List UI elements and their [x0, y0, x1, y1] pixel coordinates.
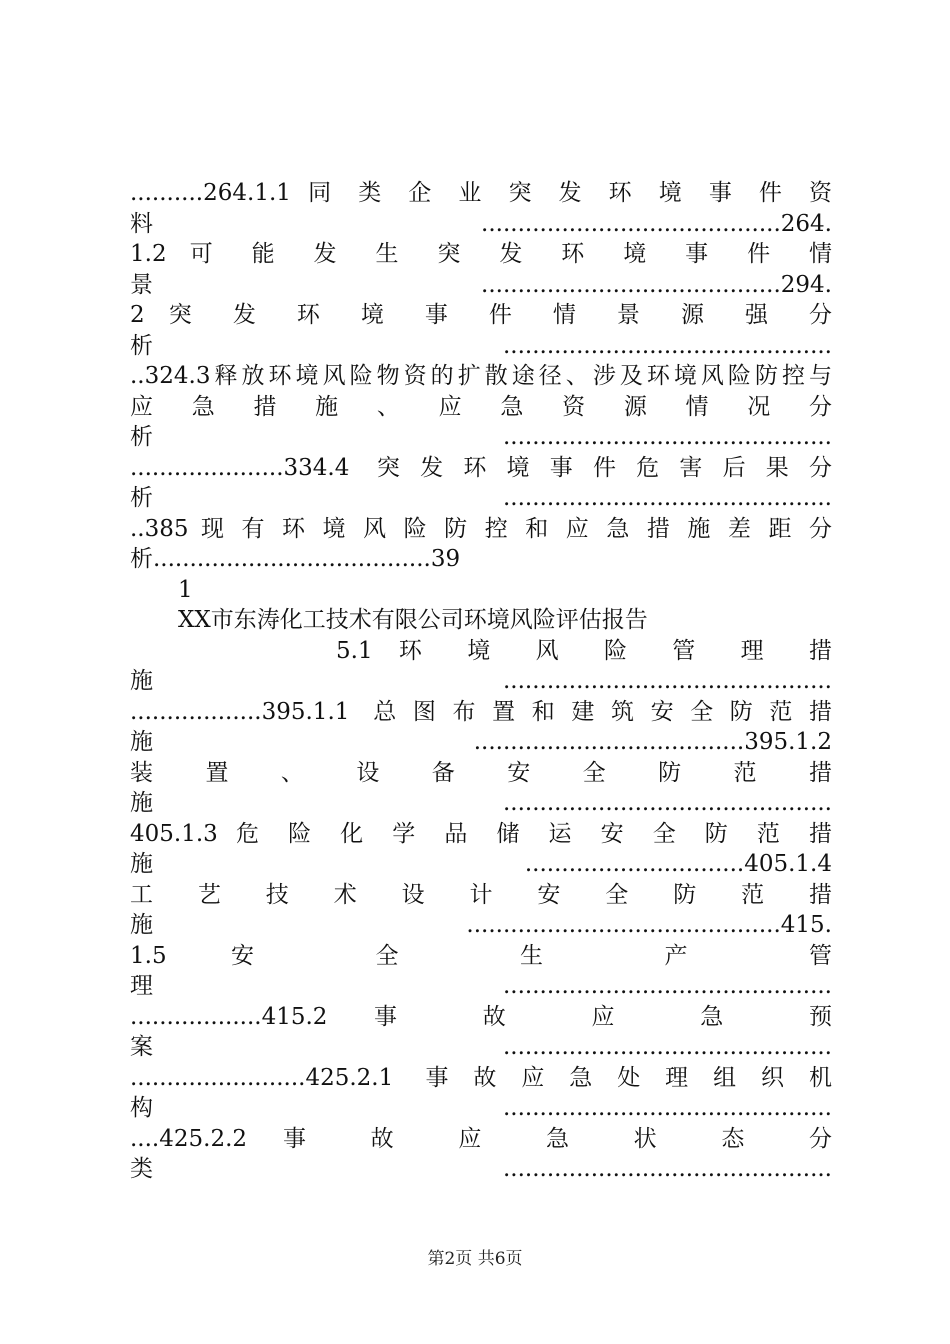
report-title: XX市东涛化工技术有限公司环境风险评估报告	[178, 607, 648, 633]
toc-line: 工 艺 技 术 设 计 安 全 防 范 措	[130, 881, 832, 908]
toc-line: 1.2 可 能 发 生 突 发 环 境 事 件 情	[130, 241, 832, 267]
toc-line: 405.1.3 危 险 化 学 品 储 运 安 全 防 范 措	[130, 820, 832, 847]
toc-line: 应 急 措 施 、 应 急 资 源 情 况 分	[130, 393, 832, 420]
toc-line: 构.............................................	[130, 1095, 832, 1121]
toc-line: ..................395.1.1 总图布置和建筑安全防范措	[130, 698, 832, 725]
toc-line: ..........264.1.1 同 类 企 业 突 发 环 境 事 件 资	[130, 180, 832, 206]
toc-line: 析.............................................	[130, 424, 832, 450]
toc-line: 1.5 安 全 生 产 管	[130, 942, 832, 969]
toc-line: 施 ..............................405.1.4	[130, 851, 832, 877]
toc-line: 案.............................................	[130, 1034, 832, 1060]
toc-line: 施.............................................	[130, 790, 832, 816]
toc-line: 施 .....................................395.1.2	[130, 729, 832, 755]
toc-line: 装 置 、 设 备 安 全 防 范 措	[130, 759, 832, 786]
toc-line: 施.............................................	[130, 668, 832, 694]
toc-line: 料.........................................264.	[130, 210, 832, 237]
toc-line: ..324.3释放环境风险物资的扩散途径、涉及环境风险防控与	[130, 363, 832, 389]
toc-line: 5.1 环 境 风 险 管 理 措	[336, 637, 832, 664]
toc-line: 析......................................39	[130, 546, 461, 572]
toc-line: 施...........................................415.	[130, 912, 832, 938]
page-marker: 1	[178, 576, 193, 603]
toc-line: ..................415.2 事 故 应 急 预	[130, 1003, 832, 1030]
toc-body	[130, 178, 832, 1185]
toc-line: ....425.2.2 事 故 应 急 状 态 分	[130, 1125, 832, 1152]
toc-line: 类.............................................	[130, 1156, 832, 1182]
toc-line: 景.........................................294.	[130, 271, 832, 298]
toc-line: ..385 现 有 环 境 风 险 防 控 和 应 急 措 施 差 距 分	[130, 515, 832, 542]
toc-line: 析.............................................	[130, 485, 832, 511]
toc-line: 理.............................................	[130, 973, 832, 999]
toc-line: 2 突 发 环 境 事 件 情 景 源 强 分	[130, 302, 832, 328]
toc-line: .....................334.4 突发环境事件危害后果分	[130, 454, 832, 481]
toc-line: ........................425.2.1 事故应急处理组织机	[130, 1064, 832, 1091]
toc-line: 析.............................................	[130, 332, 832, 359]
page-footer: 第2页 共6页	[427, 1249, 523, 1269]
